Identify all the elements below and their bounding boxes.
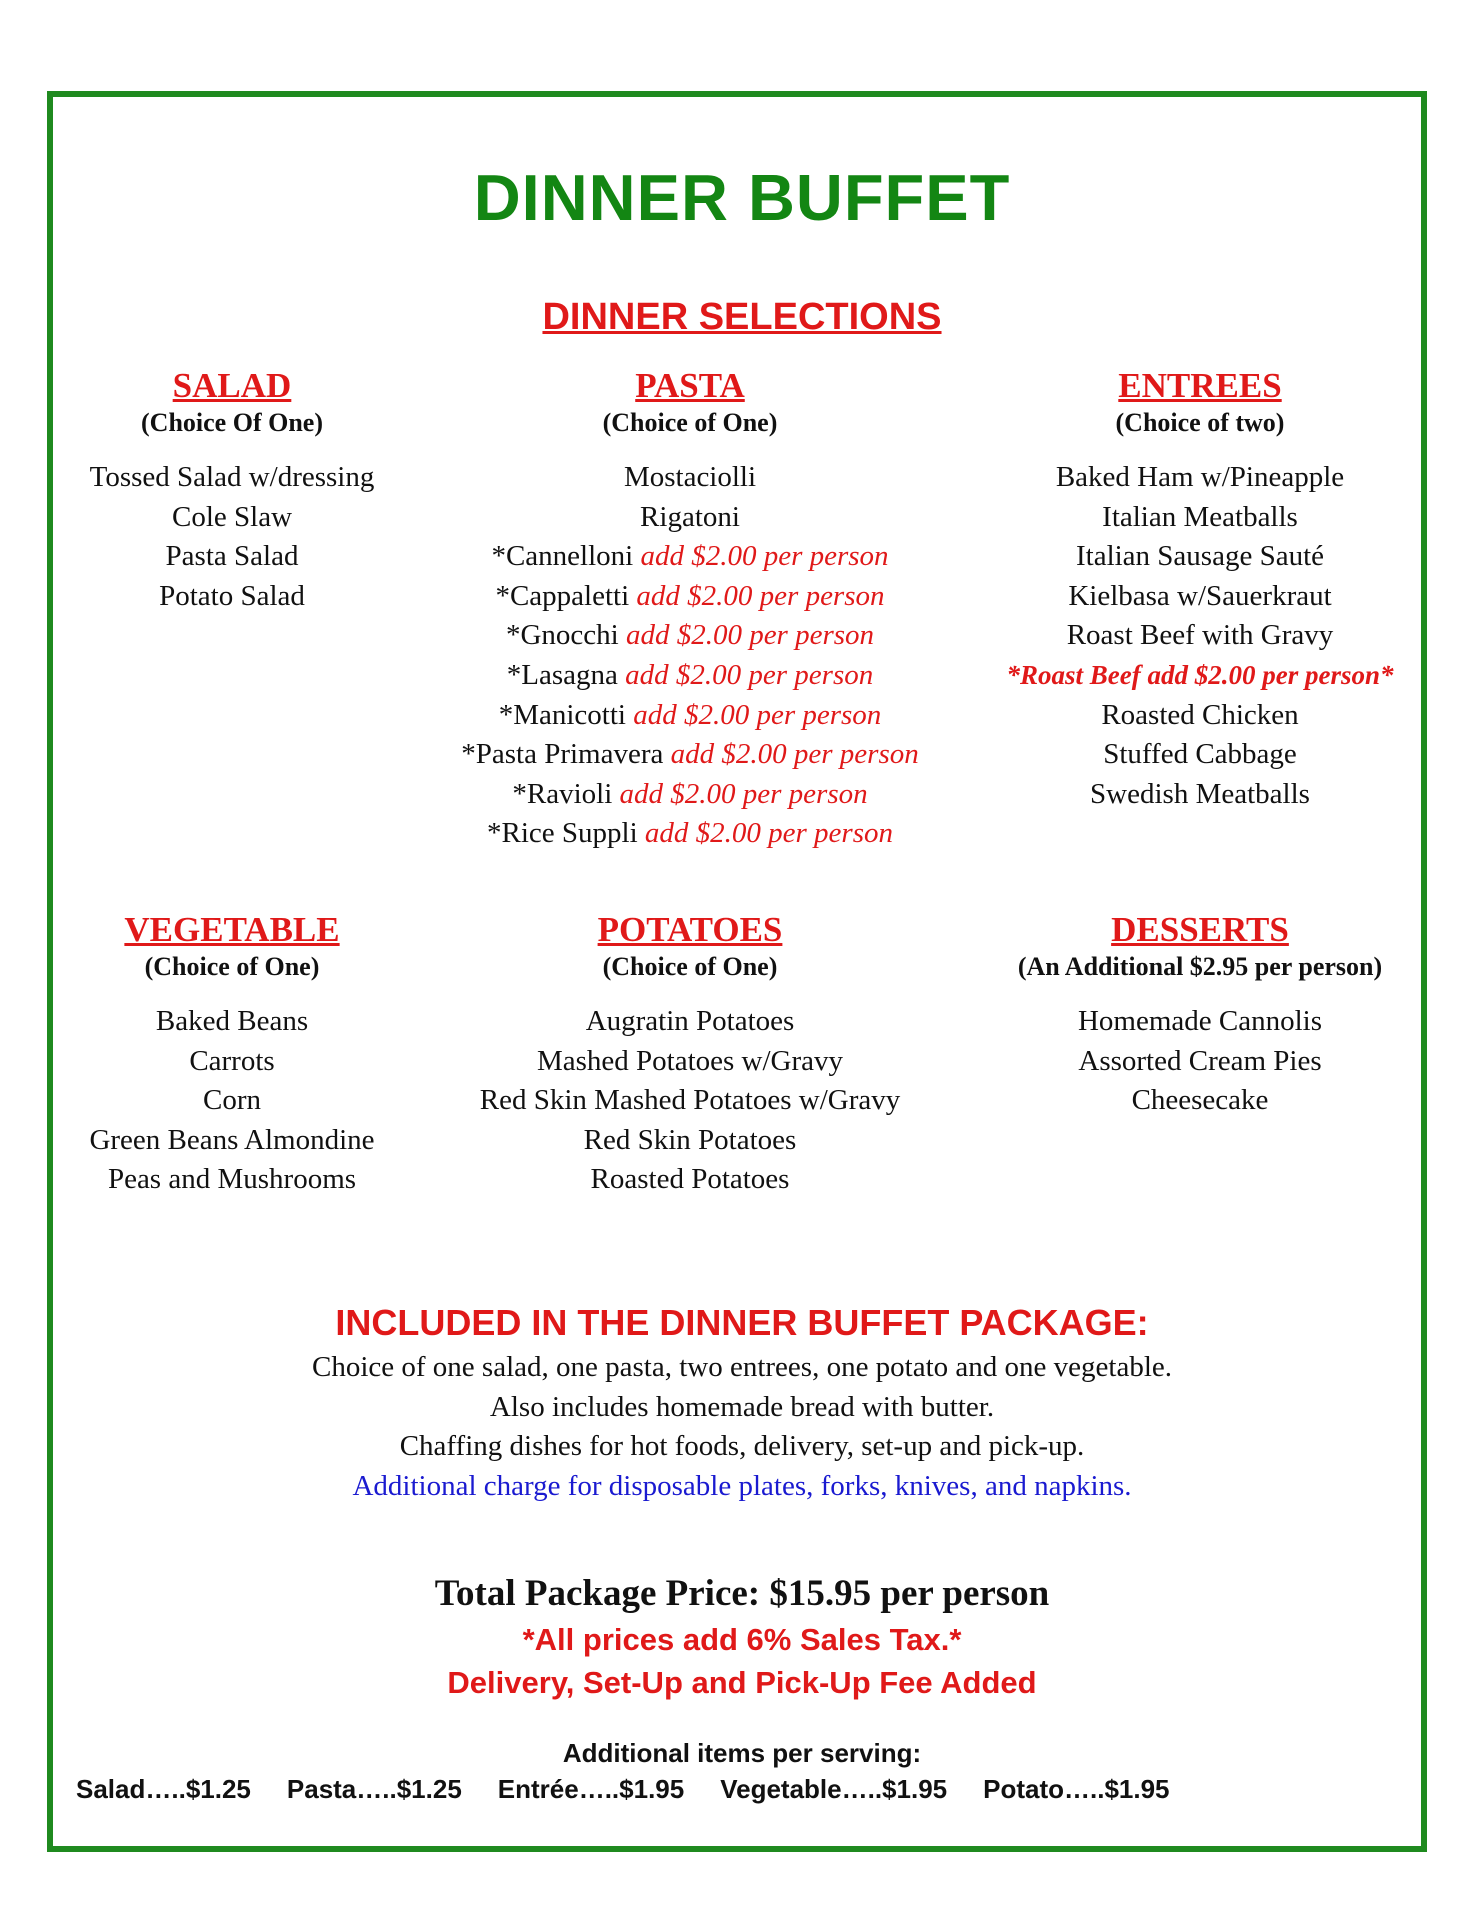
section-note: (Choice of One) <box>602 408 778 437</box>
menu-item: Mostaciolli <box>623 461 757 493</box>
additional-item: Potato…..$1.95 <box>983 1774 1170 1804</box>
package-line: Also includes homemade bread with butter. <box>489 1390 995 1423</box>
section-note: (An Additional $2.95 per person) <box>1017 952 1383 981</box>
menu-item: Mashed Potatoes w/Gravy <box>536 1044 844 1077</box>
fee-note: Delivery, Set-Up and Pick-Up Fee Added <box>447 1665 1037 1700</box>
menu-item: Assorted Cream Pies <box>1078 1044 1322 1077</box>
section-note: (Choice Of One) <box>141 408 323 437</box>
menu-item: Homemade Cannolis <box>1077 1005 1323 1037</box>
package-description <box>0 1348 1484 1506</box>
desserts-section <box>970 910 1430 1121</box>
additional-items-list <box>76 1774 1206 1805</box>
section-heading: DESSERTS <box>1111 910 1289 949</box>
tax-note: *All prices add 6% Sales Tax.* <box>522 1622 962 1657</box>
menu-item: Red Skin Mashed Potatoes w/Gravy <box>479 1084 901 1117</box>
menu-item: Tossed Salad w/dressing <box>89 461 375 493</box>
additional-item: Entrée…..$1.95 <box>497 1774 685 1804</box>
menu-item: Stuffed Cabbage <box>1103 738 1297 771</box>
menu-item: Roast Beef with Gravy <box>1066 619 1334 652</box>
menu-item: Italian Sausage Sauté <box>1075 540 1325 573</box>
menu-item: Red Skin Potatoes <box>583 1123 797 1156</box>
package-heading: INCLUDED IN THE DINNER BUFFET PACKAGE: <box>335 1302 1149 1343</box>
total-price: Total Package Price: $15.95 per person <box>434 1573 1050 1614</box>
additional-items-heading: Additional items per serving: <box>562 1738 922 1768</box>
menu-item: Pasta Salad <box>165 540 299 573</box>
menu-item: Roasted Chicken <box>1101 698 1299 731</box>
menu-item: *Gnocchi add $2.00 per person <box>505 619 875 652</box>
salad-section <box>32 366 432 616</box>
menu-item: *Cannelloni add $2.00 per person <box>491 540 889 573</box>
additional-item: Pasta…..$1.25 <box>286 1774 462 1804</box>
menu-item: Potato Salad <box>159 579 305 612</box>
surcharge-note: add $2.00 per person <box>640 540 889 573</box>
additional-item: Salad…..$1.25 <box>76 1774 251 1804</box>
menu-item: Baked Ham w/Pineapple <box>1055 461 1345 493</box>
menu-item: Cheesecake <box>1131 1084 1269 1117</box>
potatoes-section <box>440 910 940 1200</box>
vegetable-section <box>32 910 432 1200</box>
menu-item: Carrots <box>189 1044 275 1077</box>
package-line: Chaffing dishes for hot foods, delivery, set-up and pick-up. <box>399 1430 1085 1463</box>
section-heading: PASTA <box>635 366 745 405</box>
package-line: Additional charge for disposable plates, forks, knives, and napkins. <box>352 1469 1132 1502</box>
surcharge-note: add $2.00 per person <box>636 579 885 612</box>
menu-item: Cole Slaw <box>171 500 293 533</box>
menu-item: *Pasta Primavera add $2.00 per person <box>461 738 919 771</box>
pasta-section <box>440 366 940 854</box>
menu-item: Kielbasa w/Sauerkraut <box>1068 579 1332 612</box>
surcharge-note: add $2.00 per person <box>625 619 875 652</box>
section-heading: VEGETABLE <box>124 910 340 949</box>
surcharge-note: *Roast Beef add $2.00 per person* <box>1006 659 1394 690</box>
menu-item: Rigatoni <box>640 500 740 533</box>
page-title: DINNER BUFFET <box>473 161 1011 234</box>
menu-item: Italian Meatballs <box>1102 500 1298 533</box>
section-heading: POTATOES <box>597 910 783 949</box>
surcharge-note: add $2.00 per person <box>644 817 893 850</box>
section-note: (Choice of two) <box>1115 408 1285 437</box>
dinner-selections-heading: DINNER SELECTIONS <box>542 296 942 338</box>
menu-item: *Manicotti add $2.00 per person <box>498 698 882 731</box>
section-heading: ENTREES <box>1118 366 1282 405</box>
surcharge-note: add $2.00 per person <box>625 658 874 691</box>
menu-item: Corn <box>203 1084 261 1117</box>
menu-item: *Ravioli add $2.00 per person <box>512 777 868 810</box>
menu-item: Peas and Mushrooms <box>107 1163 357 1196</box>
surcharge-note: add $2.00 per person <box>670 738 919 771</box>
section-heading: SALAD <box>172 366 292 405</box>
surcharge-note: add $2.00 per person <box>619 777 868 810</box>
section-note: (Choice of One) <box>602 952 778 981</box>
menu-item: Swedish Meatballs <box>1090 777 1310 810</box>
menu-item: Green Beans Almondine <box>89 1123 375 1156</box>
menu-item: *Cappaletti add $2.00 per person <box>495 579 885 612</box>
menu-item: *Rice Suppli add $2.00 per person <box>487 817 893 850</box>
menu-item: Augratin Potatoes <box>585 1005 795 1037</box>
menu-item: *Lasagna add $2.00 per person <box>506 658 874 691</box>
additional-item: Vegetable…..$1.95 <box>720 1774 948 1804</box>
surcharge-note: add $2.00 per person <box>633 698 882 731</box>
menu-item: Baked Beans <box>155 1005 309 1037</box>
menu-item: Roasted Potatoes <box>590 1163 790 1196</box>
package-line: Choice of one salad, one pasta, two entrees, one potato and one vegetable. <box>311 1351 1173 1383</box>
section-note: (Choice of One) <box>144 952 320 981</box>
entrees-section <box>970 366 1430 814</box>
